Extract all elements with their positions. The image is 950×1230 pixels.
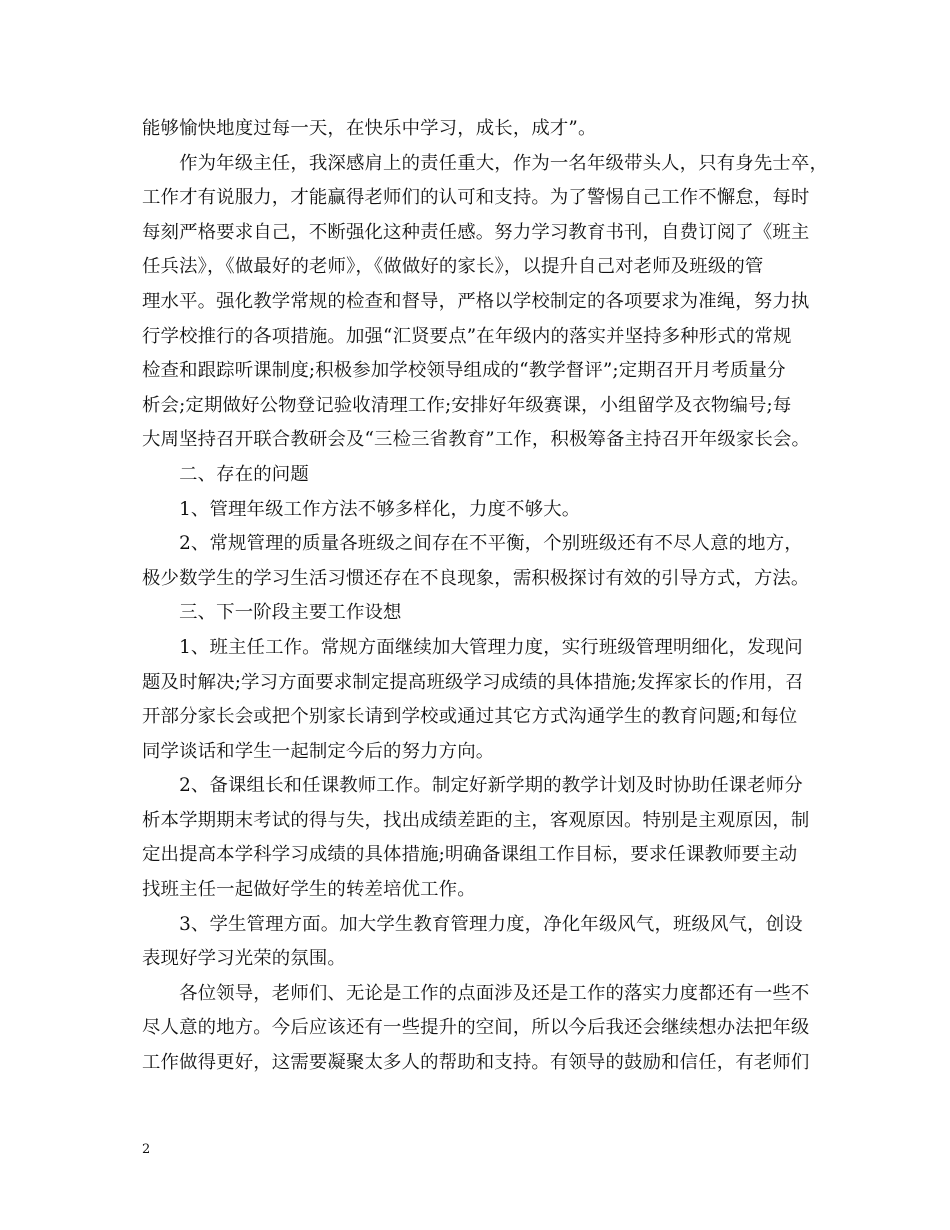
text-line: 表现好学习光荣的氛围。 (142, 948, 346, 970)
text-line: 理水平。强化教学常规的检查和督导，严格以学校制定的各项要求为准绳，努力执 (142, 290, 810, 312)
text-line: 工作才有说服力，才能赢得老师们的认可和支持。为了警惕自己工作不懈怠，每时 (142, 187, 810, 209)
text-line: 同学谈话和学生一起制定今后的努力方向。 (142, 740, 495, 762)
text-line: 能够愉快地度过每一天，在快乐中学习，成长，成才”。 (142, 118, 597, 139)
text-line: 题及时解决;学习方面要求制定提高班级学习成绩的具体措施;发挥家长的作用，召 (142, 671, 804, 693)
section-heading: 二、存在的问题 (142, 463, 309, 485)
text-line: 检查和跟踪听课制度;积极参加学校领导组成的“教学督评”;定期召开月考质量分 (142, 360, 786, 382)
text-line: 开部分家长会或把个别家长请到学校或通过其它方式沟通学生的教育问题;和每位 (142, 706, 798, 728)
text-line: 2、备课组长和任课教师工作。制定好新学期的教学计划及时协助任课老师分 (142, 775, 803, 797)
text-line: 1、管理年级工作方法不够多样化，力度不够大。 (142, 498, 581, 520)
text-line: 各位领导，老师们、无论是工作的点面涉及还是工作的落实力度都还有一些不 (142, 982, 810, 1004)
text-line: 任兵法》，《做最好的老师》，《做做好的家长》，以提升自己对老师及班级的管 (142, 256, 764, 278)
text-line: 行学校推行的各项措施。加强“汇贤要点”在年级内的落实并坚持多种形式的常规 (142, 325, 792, 347)
text-line: 作为年级主任，我深感肩上的责任重大，作为一名年级带头人，只有身先士卒， (142, 152, 829, 174)
text-line: 3、学生管理方面。加大学生教育管理力度，净化年级风气，班级风气，创设 (142, 913, 803, 935)
text-line: 2、常规管理的质量各班级之间存在不平衡，个别班级还有不尽人意的地方， (142, 533, 803, 555)
section-heading: 三、下一阶段主要工作设想 (142, 602, 402, 624)
text-line: 尽人意的地方。今后应该还有一些提升的空间，所以今后我还会继续想办法把年级 (142, 1017, 810, 1039)
text-line: 工作做得更好，这需要凝聚太多人的帮助和支持。有领导的鼓励和信任，有老师们 (142, 1052, 810, 1074)
text-line: 1、班主任工作。常规方面继续加大管理力度，实行班级管理明细化，发现问 (142, 636, 803, 658)
text-line: 极少数学生的学习生活习惯还存在不良现象，需积极探讨有效的引导方式，方法。 (142, 567, 810, 589)
text-line: 析会;定期做好公物登记验收清理工作;安排好年级赛课，小组留学及衣物编号;每 (142, 394, 792, 416)
body-text (142, 112, 829, 1081)
text-line: 定出提高本学科学习成绩的具体措施;明确备课组工作目标，要求任课教师要主动 (142, 844, 798, 866)
text-line: 析本学期期末考试的得与失，找出成绩差距的主，客观原因。特别是主观原因，制 (142, 809, 810, 831)
page-number: 2 (142, 1142, 151, 1157)
text-line: 找班主任一起做好学生的转差培优工作。 (142, 879, 476, 901)
text-line: 大周坚持召开联合教研会及“三检三省教育”工作，积极筹备主持召开年级家长会。 (142, 429, 811, 451)
text-line: 每刻严格要求自己，不断强化这种责任感。努力学习教育书刊，自费订阅了《班主 (142, 221, 810, 243)
